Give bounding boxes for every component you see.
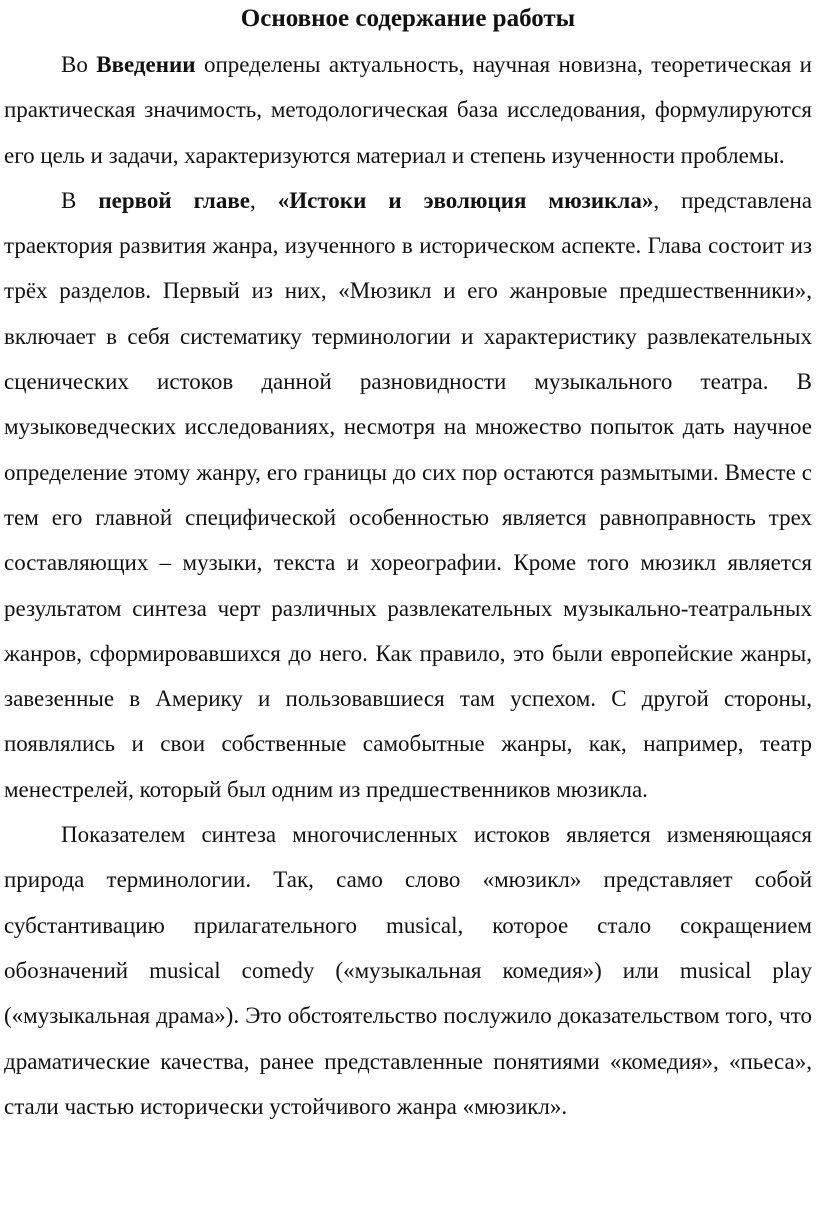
text-run: Показателем синтеза многочисленных истоков является изменяющаяся природа терминологии. Так, само слово «мюзикл» представляет собой субстантивацию прилагательного musical, которое стало сокращением обозначений musical comedy («музыкальная комедия») или musical play («музыкальная драма»). Это обстоятельство послужило доказательством того, что драматические качества, ранее представленные понятиями «комедия», «пьеса», стали частью исторически устойчивого жанра «мюзикл».: [4, 822, 812, 1119]
paragraph-introduction: [4, 42, 812, 178]
bold-term-first-chapter: первой главе: [98, 187, 250, 213]
document-title: Основное содержание работы: [240, 5, 576, 32]
text-run: ,: [249, 187, 278, 213]
text-run: В: [61, 187, 99, 213]
bold-term-introduction: Введении: [96, 52, 196, 77]
text-run: определены актуальность, научная новизна, теоретическая и практическая значимость, методологическая база исследования, формулируются его цель и задачи, характеризуются материал и степень изученности проблемы.: [4, 52, 812, 168]
text-run: , представлена траектория развития жанра, изученного в историческом аспекте. Глава состоит из трёх разделов. Первый из них, «Мюзикл и его жанровые предшественники», включает в себя систематику терминологии и характеристику развлекательных сценических истоков данной разновидности музыкального театра. В музыковедческих исследованиях, несмотря на множество попыток дать научное определение этому жанру, его границы до сих пор остаются размытыми. Вместе с тем его главной специфической особенностью является равноправность трех составляющих – музыки, текста и хореографии. Кроме того мюзикл является результатом синтеза черт различных развлекательных музыкально-театральных жанров, сформировавшихся до него. Как правило, это были европейские жанры, завезенные в Америку и пользовавшиеся там успехом. С другой стороны, появлялись и свои собственные самобытные жанры, как, например, театр менестрелей, который был одним из предшественников мюзикла.: [4, 187, 813, 802]
paragraph-terminology: [4, 812, 812, 1129]
paragraph-first-chapter: [4, 178, 812, 812]
text-run: Во: [61, 52, 97, 77]
bold-chapter-title: «Истоки и эволюция мюзикла»: [277, 187, 654, 213]
